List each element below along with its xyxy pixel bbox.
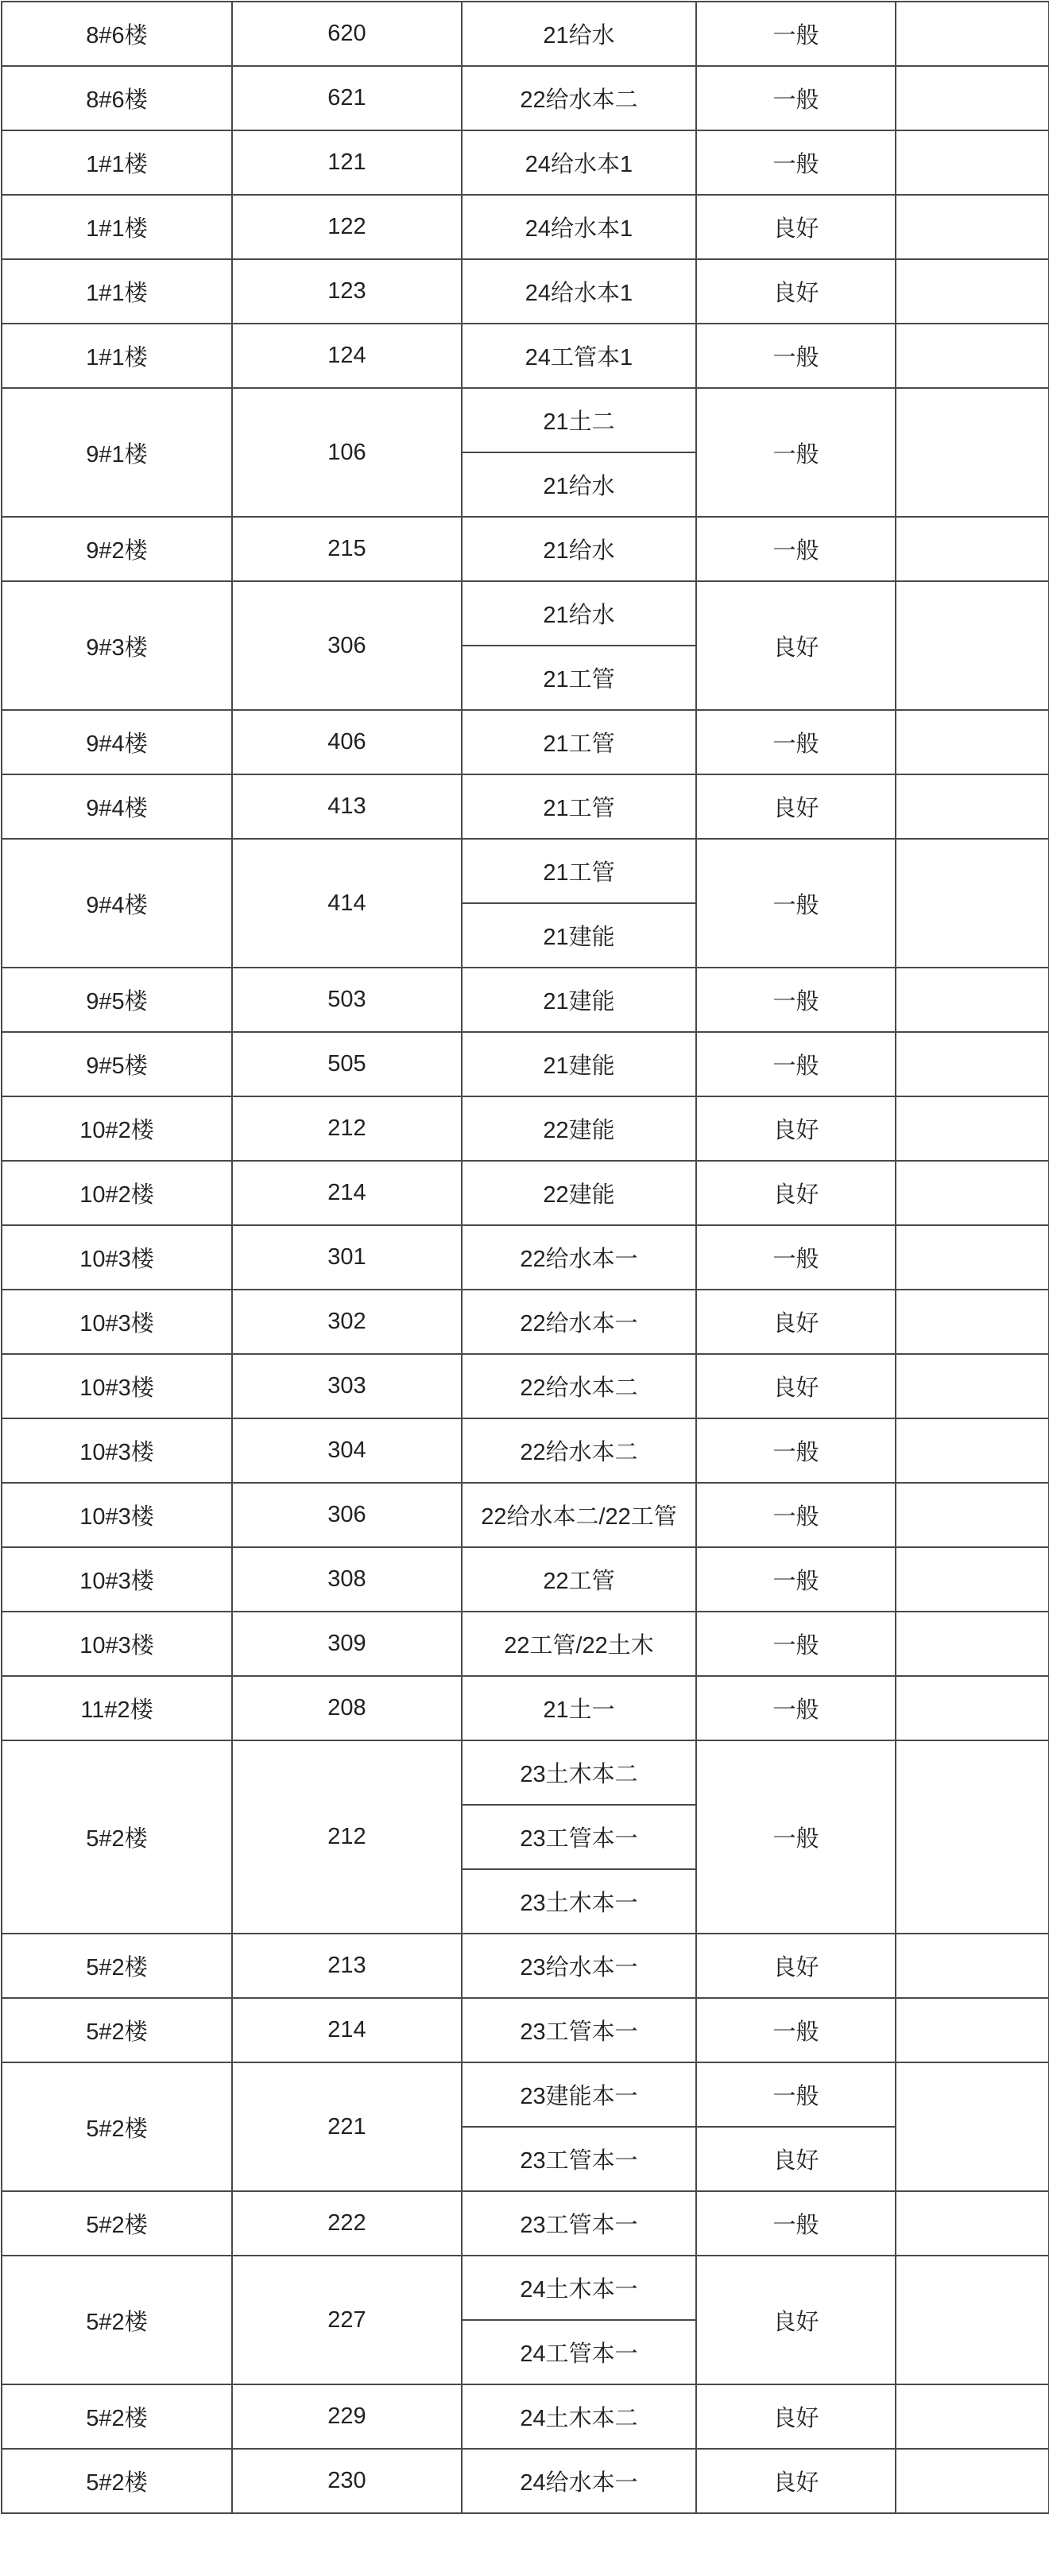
rating-cell: 一般 xyxy=(696,968,896,1032)
building-cell: 11#2楼 xyxy=(2,1676,232,1740)
remarks-cell xyxy=(896,1418,1049,1483)
rating-cell: 良好 xyxy=(696,581,896,710)
building-cell: 5#2楼 xyxy=(2,2062,232,2191)
table-row xyxy=(2,710,1049,774)
room-cell: 505 xyxy=(232,1032,462,1096)
room-cell: 414 xyxy=(232,839,462,968)
class-cell: 24工管本1 xyxy=(462,324,696,388)
rating-cell: 良好 xyxy=(696,2384,896,2449)
rating-cell: 一般 xyxy=(696,1612,896,1676)
building-cell: 5#2楼 xyxy=(2,2384,232,2449)
table-row xyxy=(2,130,1049,195)
class-cell: 23土木本二 xyxy=(462,1740,696,1805)
class-cell: 23工管本一 xyxy=(462,1805,696,1869)
table-row xyxy=(2,195,1049,259)
class-cell: 22工管/22土木 xyxy=(462,1612,696,1676)
room-cell: 122 xyxy=(232,195,462,259)
building-cell: 5#2楼 xyxy=(2,2191,232,2256)
room-cell: 213 xyxy=(232,1934,462,1998)
table-row xyxy=(2,1612,1049,1676)
class-cell: 21给水 xyxy=(462,452,696,517)
room-cell: 208 xyxy=(232,1676,462,1740)
rating-cell: 一般 xyxy=(696,1032,896,1096)
class-cell: 22给水本一 xyxy=(462,1225,696,1290)
remarks-cell xyxy=(896,1483,1049,1547)
room-cell: 212 xyxy=(232,1740,462,1934)
remarks-cell xyxy=(896,2062,1049,2191)
rating-cell: 良好 xyxy=(696,2256,896,2384)
table-row xyxy=(2,2256,1049,2320)
table-row xyxy=(2,1418,1049,1483)
rating-cell: 一般 xyxy=(696,1676,896,1740)
building-cell: 1#1楼 xyxy=(2,195,232,259)
table-row xyxy=(2,2384,1049,2449)
table-row xyxy=(2,1032,1049,1096)
building-cell: 10#2楼 xyxy=(2,1161,232,1225)
rating-cell: 良好 xyxy=(696,1290,896,1354)
class-cell: 22给水本二/22工管 xyxy=(462,1483,696,1547)
building-cell: 9#5楼 xyxy=(2,1032,232,1096)
building-cell: 1#1楼 xyxy=(2,259,232,324)
class-cell: 23工管本一 xyxy=(462,1998,696,2062)
remarks-cell xyxy=(896,2,1049,66)
remarks-cell xyxy=(896,1032,1049,1096)
building-cell: 8#6楼 xyxy=(2,66,232,130)
room-cell: 304 xyxy=(232,1418,462,1483)
table-row xyxy=(2,1096,1049,1161)
building-cell: 10#3楼 xyxy=(2,1225,232,1290)
room-cell: 413 xyxy=(232,774,462,839)
class-cell: 21给水 xyxy=(462,2,696,66)
table-row xyxy=(2,1225,1049,1290)
remarks-cell xyxy=(896,1225,1049,1290)
room-cell: 222 xyxy=(232,2191,462,2256)
room-cell: 621 xyxy=(232,66,462,130)
room-cell: 221 xyxy=(232,2062,462,2191)
table-row xyxy=(2,1676,1049,1740)
rating-cell: 良好 xyxy=(696,1161,896,1225)
remarks-cell xyxy=(896,195,1049,259)
building-cell: 10#3楼 xyxy=(2,1547,232,1612)
table-row xyxy=(2,774,1049,839)
rating-cell: 一般 xyxy=(696,710,896,774)
class-cell: 21建能 xyxy=(462,903,696,968)
building-cell: 8#6楼 xyxy=(2,2,232,66)
rating-cell: 一般 xyxy=(696,1483,896,1547)
rating-cell: 一般 xyxy=(696,517,896,581)
building-cell: 1#1楼 xyxy=(2,130,232,195)
rating-cell: 良好 xyxy=(696,195,896,259)
class-cell: 24土木本一 xyxy=(462,2256,696,2320)
rating-cell: 一般 xyxy=(696,130,896,195)
class-cell: 24给水本1 xyxy=(462,195,696,259)
rating-cell: 一般 xyxy=(696,1998,896,2062)
table-row xyxy=(2,839,1049,903)
class-cell: 22工管 xyxy=(462,1547,696,1612)
class-cell: 21土一 xyxy=(462,1676,696,1740)
building-cell: 9#5楼 xyxy=(2,968,232,1032)
room-cell: 302 xyxy=(232,1290,462,1354)
table-row xyxy=(2,2449,1049,2513)
remarks-cell xyxy=(896,1998,1049,2062)
class-cell: 21工管 xyxy=(462,774,696,839)
building-cell: 9#4楼 xyxy=(2,774,232,839)
rating-cell: 一般 xyxy=(696,1225,896,1290)
table-row xyxy=(2,2062,1049,2127)
class-cell: 22给水本二 xyxy=(462,66,696,130)
room-cell: 229 xyxy=(232,2384,462,2449)
building-cell: 10#3楼 xyxy=(2,1418,232,1483)
table-row xyxy=(2,581,1049,646)
table-row xyxy=(2,1161,1049,1225)
rating-cell: 一般 xyxy=(696,2062,896,2127)
rating-cell: 一般 xyxy=(696,2191,896,2256)
rating-cell: 良好 xyxy=(696,1354,896,1418)
room-cell: 214 xyxy=(232,1998,462,2062)
remarks-cell xyxy=(896,1676,1049,1740)
remarks-cell xyxy=(896,710,1049,774)
rating-cell: 良好 xyxy=(696,2449,896,2513)
remarks-cell xyxy=(896,259,1049,324)
building-cell: 5#2楼 xyxy=(2,1934,232,1998)
class-cell: 21工管 xyxy=(462,646,696,710)
remarks-cell xyxy=(896,2384,1049,2449)
table-row xyxy=(2,324,1049,388)
table-row xyxy=(2,1998,1049,2062)
remarks-cell xyxy=(896,1740,1049,1934)
building-cell: 9#4楼 xyxy=(2,839,232,968)
room-cell: 306 xyxy=(232,581,462,710)
room-cell: 303 xyxy=(232,1354,462,1418)
remarks-cell xyxy=(896,774,1049,839)
remarks-cell xyxy=(896,839,1049,968)
building-cell: 9#3楼 xyxy=(2,581,232,710)
class-cell: 22给水本二 xyxy=(462,1418,696,1483)
class-cell: 23工管本一 xyxy=(462,2191,696,2256)
remarks-cell xyxy=(896,1547,1049,1612)
remarks-cell xyxy=(896,581,1049,710)
table-row xyxy=(2,2,1049,66)
table-row xyxy=(2,1547,1049,1612)
room-cell: 309 xyxy=(232,1612,462,1676)
table-row xyxy=(2,1354,1049,1418)
room-cell: 214 xyxy=(232,1161,462,1225)
room-cell: 123 xyxy=(232,259,462,324)
inspection-table xyxy=(1,1,1049,2514)
table-row xyxy=(2,388,1049,452)
class-cell: 21工管 xyxy=(462,710,696,774)
remarks-cell xyxy=(896,324,1049,388)
class-cell: 24工管本一 xyxy=(462,2320,696,2384)
room-cell: 124 xyxy=(232,324,462,388)
table-row xyxy=(2,66,1049,130)
remarks-cell xyxy=(896,2449,1049,2513)
class-cell: 23工管本一 xyxy=(462,2127,696,2191)
remarks-cell xyxy=(896,66,1049,130)
remarks-cell xyxy=(896,388,1049,517)
class-cell: 21给水 xyxy=(462,581,696,646)
rating-cell: 一般 xyxy=(696,324,896,388)
room-cell: 227 xyxy=(232,2256,462,2384)
building-cell: 9#4楼 xyxy=(2,710,232,774)
rating-cell: 良好 xyxy=(696,1934,896,1998)
building-cell: 10#2楼 xyxy=(2,1096,232,1161)
class-cell: 21建能 xyxy=(462,968,696,1032)
class-cell: 24土木本二 xyxy=(462,2384,696,2449)
table-row xyxy=(2,1934,1049,1998)
table-row xyxy=(2,968,1049,1032)
building-cell: 10#3楼 xyxy=(2,1354,232,1418)
remarks-cell xyxy=(896,130,1049,195)
remarks-cell xyxy=(896,1290,1049,1354)
remarks-cell xyxy=(896,968,1049,1032)
building-cell: 9#1楼 xyxy=(2,388,232,517)
class-cell: 22给水本一 xyxy=(462,1290,696,1354)
building-cell: 5#2楼 xyxy=(2,1998,232,2062)
class-cell: 22建能 xyxy=(462,1161,696,1225)
building-cell: 5#2楼 xyxy=(2,2449,232,2513)
rating-cell: 一般 xyxy=(696,2,896,66)
rating-cell: 一般 xyxy=(696,66,896,130)
class-cell: 21建能 xyxy=(462,1032,696,1096)
class-cell: 22给水本二 xyxy=(462,1354,696,1418)
remarks-cell xyxy=(896,2256,1049,2384)
room-cell: 406 xyxy=(232,710,462,774)
class-cell: 24给水本一 xyxy=(462,2449,696,2513)
room-cell: 306 xyxy=(232,1483,462,1547)
table-row xyxy=(2,2191,1049,2256)
building-cell: 5#2楼 xyxy=(2,2256,232,2384)
table-row xyxy=(2,1483,1049,1547)
remarks-cell xyxy=(896,1934,1049,1998)
class-cell: 24给水本1 xyxy=(462,259,696,324)
room-cell: 121 xyxy=(232,130,462,195)
remarks-cell xyxy=(896,2191,1049,2256)
rating-cell: 一般 xyxy=(696,1740,896,1934)
building-cell: 10#3楼 xyxy=(2,1612,232,1676)
class-cell: 21工管 xyxy=(462,839,696,903)
remarks-cell xyxy=(896,1096,1049,1161)
room-cell: 308 xyxy=(232,1547,462,1612)
class-cell: 22建能 xyxy=(462,1096,696,1161)
class-cell: 24给水本1 xyxy=(462,130,696,195)
table-body xyxy=(2,2,1049,2513)
remarks-cell xyxy=(896,517,1049,581)
table-row xyxy=(2,517,1049,581)
room-cell: 301 xyxy=(232,1225,462,1290)
building-cell: 5#2楼 xyxy=(2,1740,232,1934)
room-cell: 230 xyxy=(232,2449,462,2513)
rating-cell: 良好 xyxy=(696,2127,896,2191)
class-cell: 23给水本一 xyxy=(462,1934,696,1998)
table-row xyxy=(2,1290,1049,1354)
building-cell: 9#2楼 xyxy=(2,517,232,581)
rating-cell: 一般 xyxy=(696,388,896,517)
rating-cell: 良好 xyxy=(696,259,896,324)
rating-cell: 一般 xyxy=(696,839,896,968)
room-cell: 212 xyxy=(232,1096,462,1161)
building-cell: 1#1楼 xyxy=(2,324,232,388)
table-row xyxy=(2,1740,1049,1805)
class-cell: 21给水 xyxy=(462,517,696,581)
class-cell: 23建能本一 xyxy=(462,2062,696,2127)
building-cell: 10#3楼 xyxy=(2,1483,232,1547)
remarks-cell xyxy=(896,1612,1049,1676)
room-cell: 503 xyxy=(232,968,462,1032)
rating-cell: 一般 xyxy=(696,1418,896,1483)
building-cell: 10#3楼 xyxy=(2,1290,232,1354)
room-cell: 106 xyxy=(232,388,462,517)
rating-cell: 一般 xyxy=(696,1547,896,1612)
rating-cell: 良好 xyxy=(696,774,896,839)
rating-cell: 良好 xyxy=(696,1096,896,1161)
table-row xyxy=(2,259,1049,324)
remarks-cell xyxy=(896,1161,1049,1225)
room-cell: 620 xyxy=(232,2,462,66)
room-cell: 215 xyxy=(232,517,462,581)
class-cell: 23土木本一 xyxy=(462,1869,696,1934)
class-cell: 21土二 xyxy=(462,388,696,452)
remarks-cell xyxy=(896,1354,1049,1418)
